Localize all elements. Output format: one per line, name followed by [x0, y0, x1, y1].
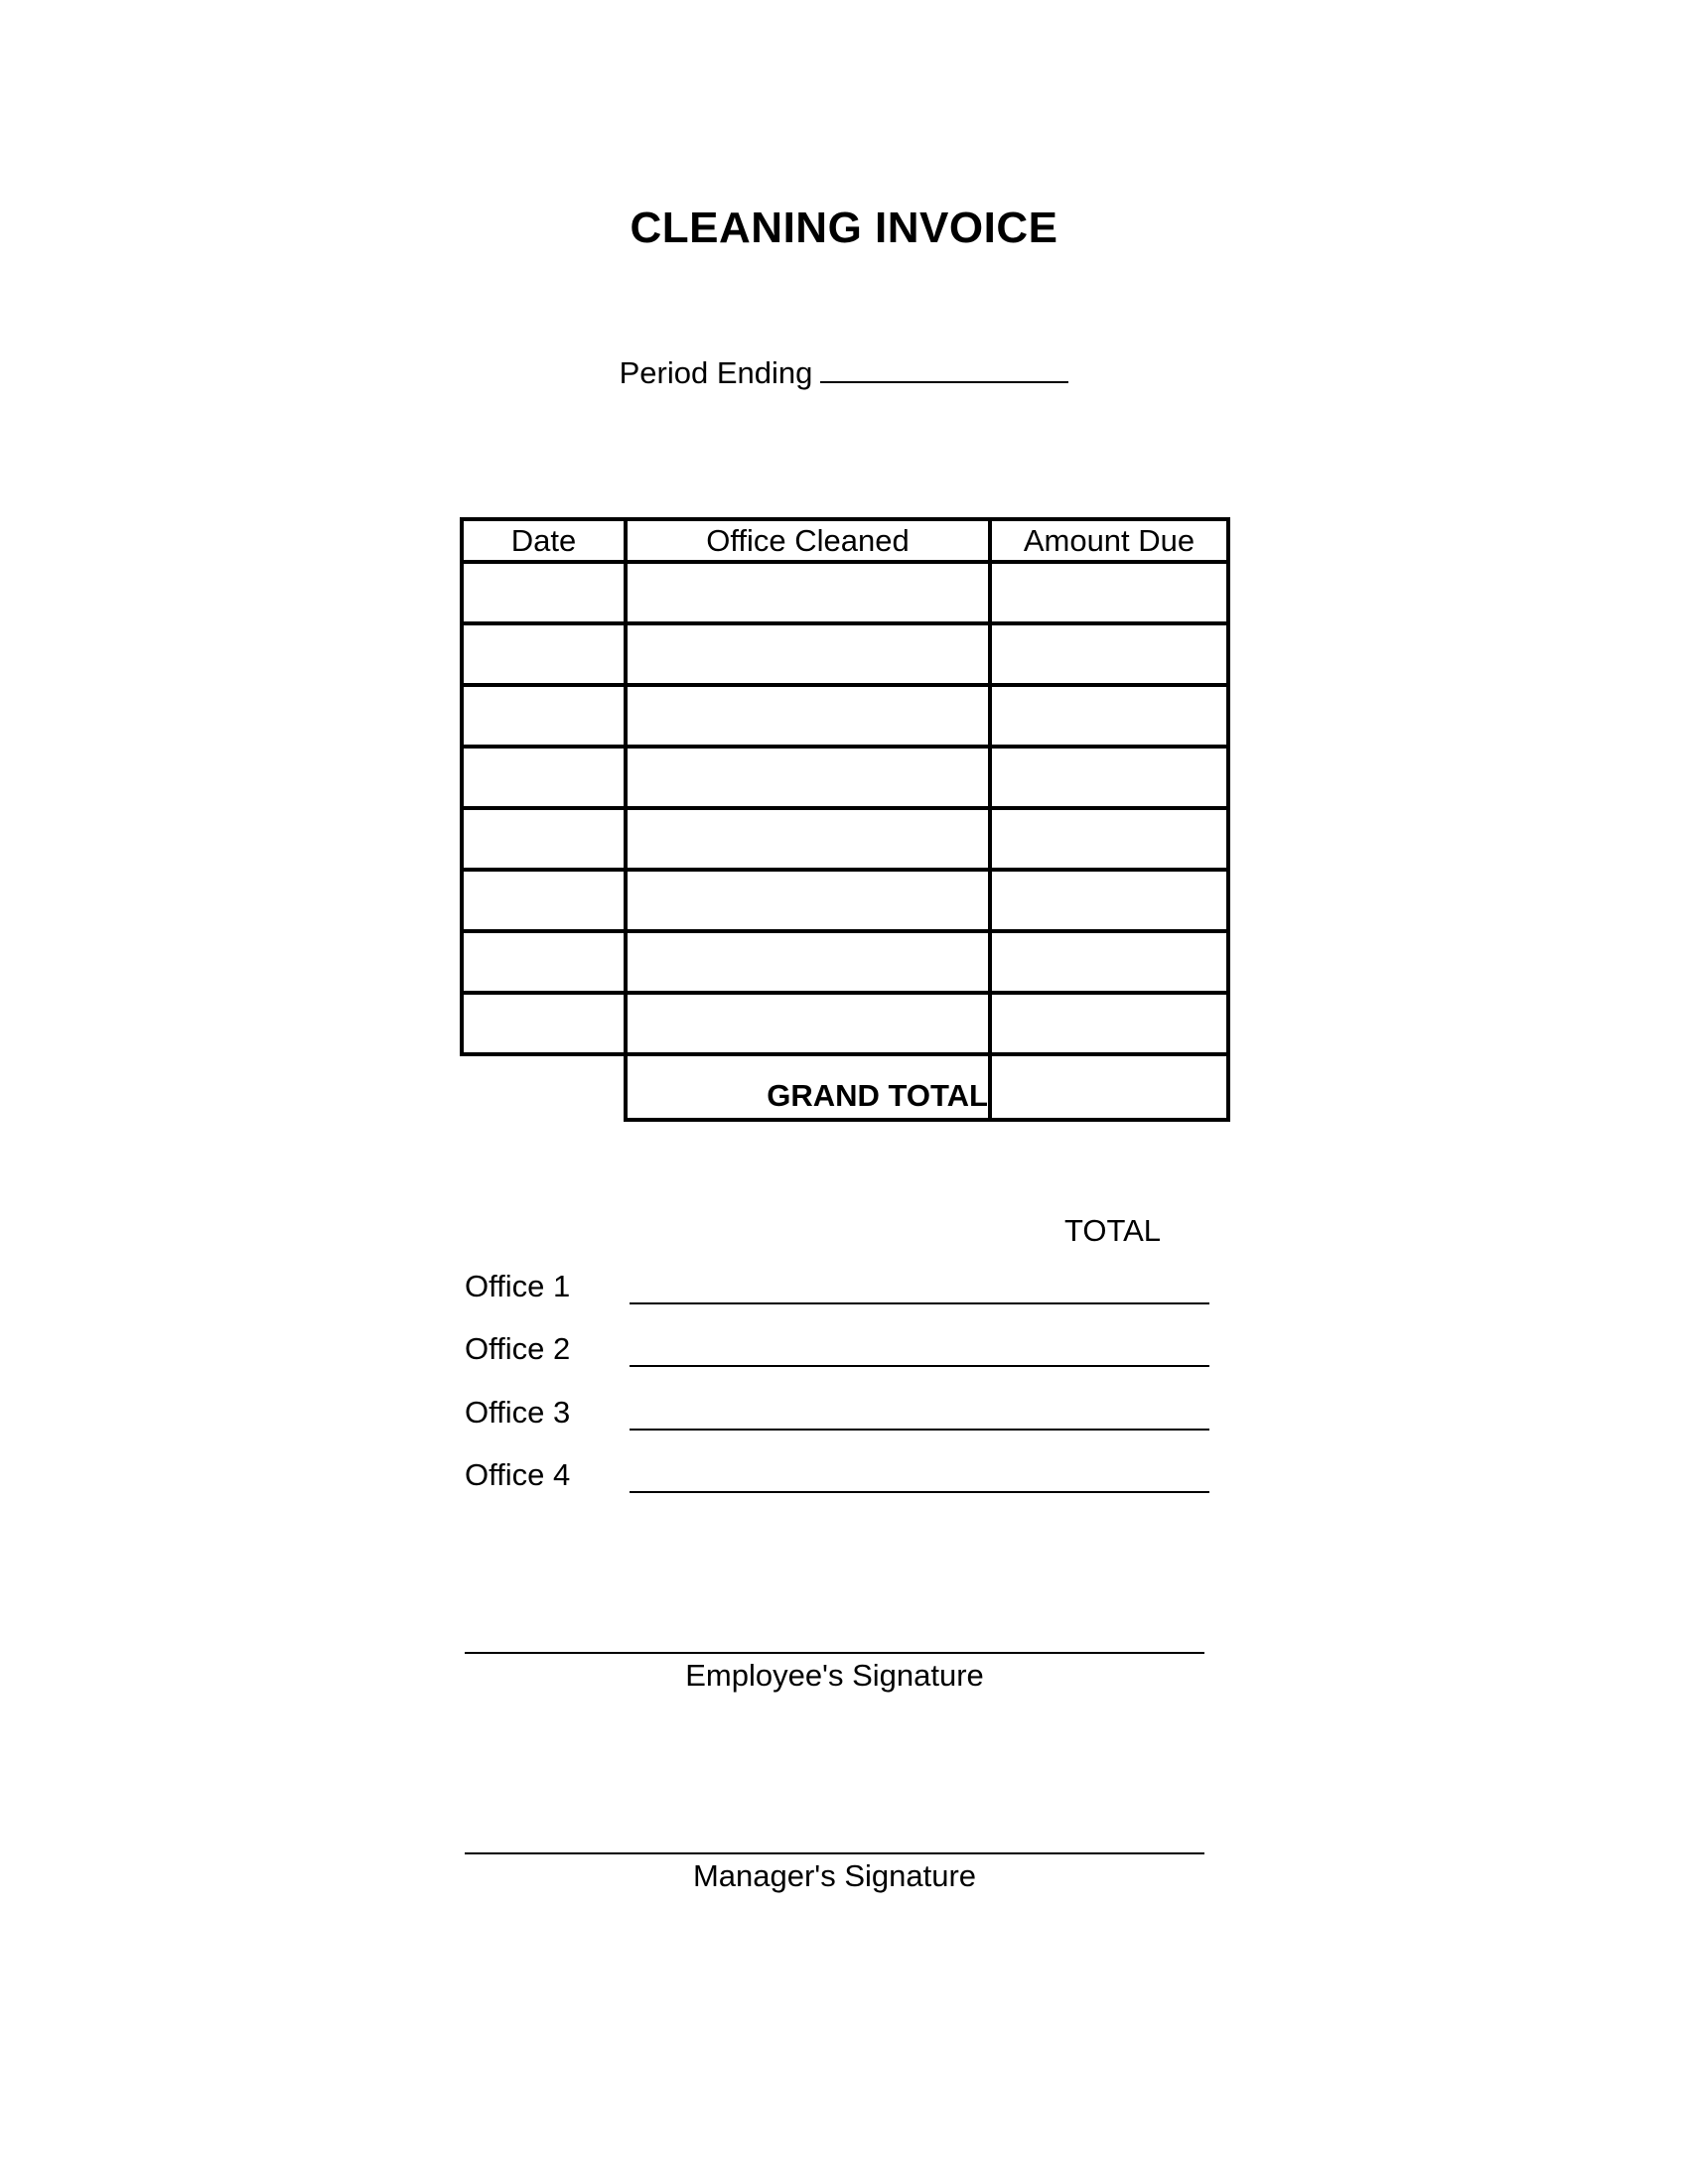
total-heading: TOTAL — [1064, 1213, 1162, 1248]
date-cell[interactable] — [462, 747, 626, 808]
amount-due-cell[interactable] — [990, 623, 1228, 685]
date-cell[interactable] — [462, 993, 626, 1054]
office-total-field[interactable] — [630, 1302, 1209, 1304]
office-cleaned-cell[interactable] — [626, 931, 990, 993]
office-label: Office 2 — [465, 1331, 571, 1366]
table-row — [462, 623, 1228, 685]
table-body — [462, 562, 1228, 1120]
column-header-date: Date — [462, 519, 626, 562]
amount-due-cell[interactable] — [990, 808, 1228, 870]
amount-due-cell[interactable] — [990, 747, 1228, 808]
table-row — [462, 870, 1228, 931]
manager-signature-label: Manager's Signature — [692, 1858, 977, 1893]
date-cell[interactable] — [462, 808, 626, 870]
employee-signature-line[interactable] — [465, 1652, 1204, 1654]
table-row — [462, 747, 1228, 808]
office-total-row — [465, 1457, 1219, 1501]
grand-total-spacer — [462, 1054, 626, 1120]
office-cleaned-cell[interactable] — [626, 747, 990, 808]
date-cell[interactable] — [462, 870, 626, 931]
table-row — [462, 808, 1228, 870]
invoice-table — [460, 517, 1230, 1122]
table-row — [462, 931, 1228, 993]
manager-signature-line[interactable] — [465, 1852, 1204, 1854]
grand-total-label: GRAND TOTAL — [626, 1054, 990, 1120]
office-total-row — [465, 1331, 1219, 1375]
grand-total-amount-cell[interactable] — [990, 1054, 1228, 1120]
page-title: CLEANING INVOICE — [630, 204, 1058, 252]
date-cell[interactable] — [462, 562, 626, 623]
office-cleaned-cell[interactable] — [626, 808, 990, 870]
date-cell[interactable] — [462, 685, 626, 747]
period-ending-field[interactable] — [820, 355, 1068, 383]
office-cleaned-cell[interactable] — [626, 623, 990, 685]
table-row — [462, 562, 1228, 623]
column-header-amount-due: Amount Due — [990, 519, 1228, 562]
office-total-field[interactable] — [630, 1429, 1209, 1431]
office-cleaned-cell[interactable] — [626, 685, 990, 747]
office-total-row — [465, 1269, 1219, 1312]
table-row — [462, 685, 1228, 747]
office-total-row — [465, 1395, 1219, 1438]
period-ending-label: Period Ending — [619, 355, 813, 390]
amount-due-cell[interactable] — [990, 685, 1228, 747]
office-cleaned-cell[interactable] — [626, 562, 990, 623]
amount-due-cell[interactable] — [990, 870, 1228, 931]
amount-due-cell[interactable] — [990, 562, 1228, 623]
date-cell[interactable] — [462, 931, 626, 993]
column-header-office-cleaned: Office Cleaned — [626, 519, 990, 562]
office-cleaned-cell[interactable] — [626, 993, 990, 1054]
office-total-field[interactable] — [630, 1491, 1209, 1493]
office-label: Office 4 — [465, 1457, 571, 1492]
table-header-row — [462, 519, 1228, 562]
employee-signature-label: Employee's Signature — [685, 1658, 984, 1693]
table-row — [462, 993, 1228, 1054]
grand-total-row — [462, 1054, 1228, 1120]
amount-due-cell[interactable] — [990, 931, 1228, 993]
office-label: Office 3 — [465, 1395, 571, 1430]
date-cell[interactable] — [462, 623, 626, 685]
office-cleaned-cell[interactable] — [626, 870, 990, 931]
office-label: Office 1 — [465, 1269, 571, 1303]
period-ending — [0, 355, 1688, 391]
amount-due-cell[interactable] — [990, 993, 1228, 1054]
office-total-field[interactable] — [630, 1365, 1209, 1367]
